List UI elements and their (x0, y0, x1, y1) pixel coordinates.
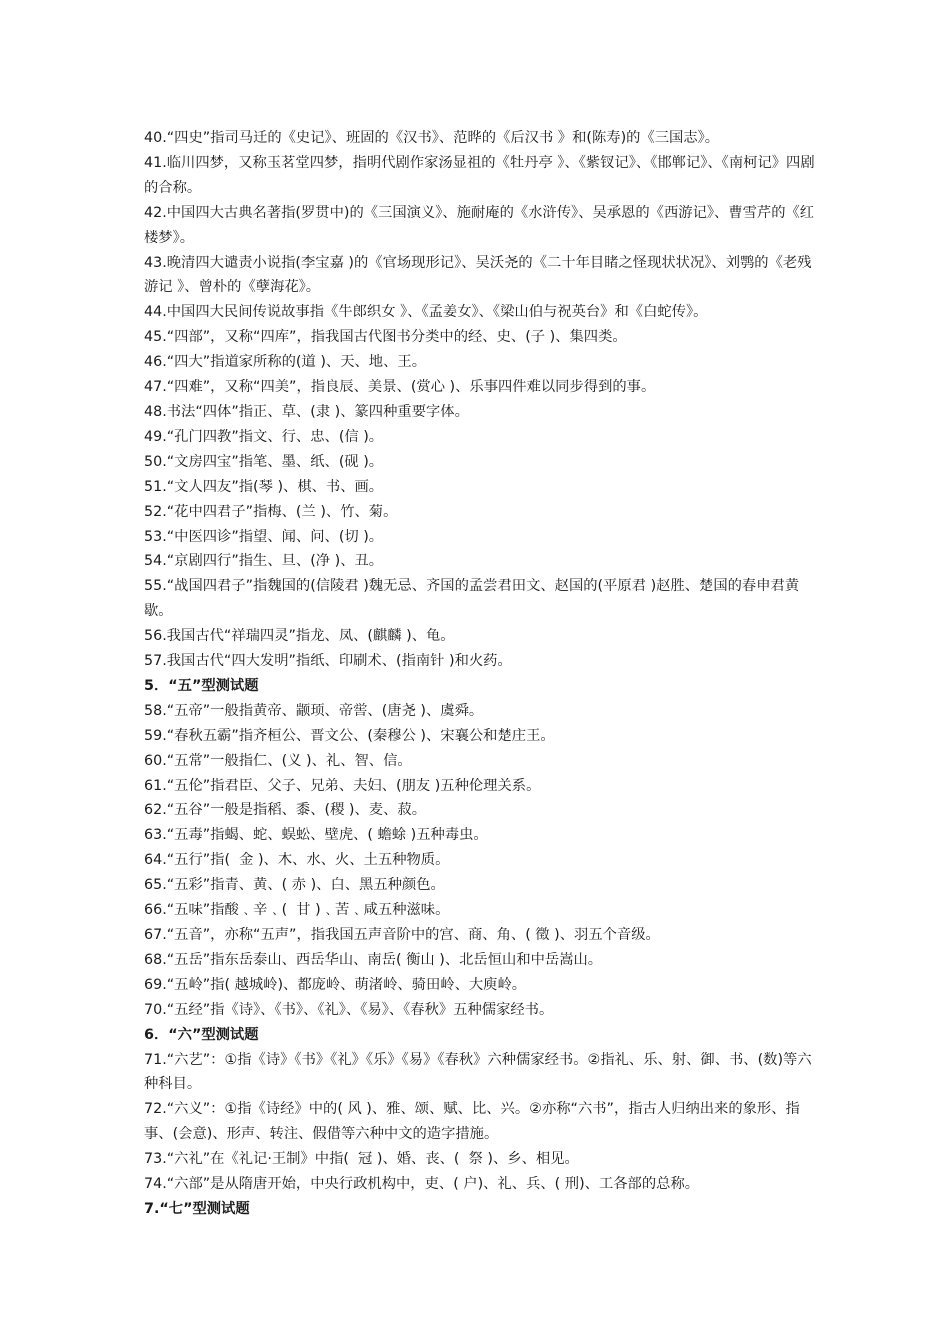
list-item: 62.“五谷”一般是指稻、黍、(稷 )、麦、菽。 (144, 802, 426, 819)
list-item: 58.“五帝”一般指黄帝、颛顼、帝喾、(唐尧 )、虞舜。 (144, 702, 484, 719)
list-item: 45.“四部”，又称“四库”，指我国古代图书分类中的经、史、(子 )、集四类。 (144, 329, 627, 346)
list-item: 51.“文人四友”指(琴 )、棋、书、画。 (144, 478, 384, 495)
section-heading: 5．“五”型测试题 (144, 677, 259, 694)
document-body (144, 126, 816, 1222)
list-item: 57.我国古代“四大发明”指纸、印刷术、(指南针 )和火药。 (144, 653, 512, 670)
list-item: 55.“战国四君子”指魏国的(信陵君 )魏无忌、齐国的孟尝君田文、赵国的(平原君 )赵胜、楚国的春申君黄歇。 (144, 578, 800, 620)
list-item: 73.“六礼”在《礼记·王制》中指( 冠 )、婚、丧、( 祭 )、乡、相见。 (144, 1151, 579, 1168)
list-item: 74.“六部”是从隋唐开始，中央行政机构中，吏、( 户)、礼、兵、( 刑)、工各部的总称。 (144, 1176, 700, 1193)
list-item: 50.“文房四宝”指笔、墨、纸、(砚 )。 (144, 453, 384, 470)
list-item: 44.中国四大民间传说故事指《牛郎织女 》、《孟姜女》、《梁山伯与祝英台》和《白蛇传》。 (144, 304, 708, 321)
list-item: 52.“花中四君子”指梅、(兰 )、竹、菊。 (144, 503, 398, 520)
list-item: 43.晚清四大谴责小说指(李宝嘉 )的《官场现形记》、吴沃尧的《二十年目睹之怪现状状况》、刘鹗的《老残游记 》、曾朴的《孽海花》。 (144, 254, 812, 296)
list-item: 56.我国古代“祥瑞四灵”指龙、凤、(麒麟 )、龟。 (144, 628, 455, 645)
list-item: 47.“四难”，又称“四美”，指良辰、美景、(赏心 )、乐事四件难以同步得到的事。 (144, 379, 656, 396)
list-item: 46.“四大”指道家所称的(道 )、天、地、王。 (144, 354, 426, 371)
list-item: 72.“六义”：①指《诗经》中的( 风 )、雅、颂、赋、比、兴。②亦称“六书”，指古人归纳出来的象形、指事、(会意)、形声、转注、假借等六种中文的造字措施。 (144, 1101, 800, 1143)
list-item: 40.“四史”指司马迁的《史记》、班固的《汉书》、范晔的《后汉书 》和(陈寿)的《三国志》。 (144, 130, 720, 146)
section-heading: 6．“六”型测试题 (144, 1026, 259, 1043)
list-item: 59.“春秋五霸”指齐桓公、晋文公、(秦穆公 )、宋襄公和楚庄王。 (144, 727, 555, 744)
list-item: 69.“五岭”指( 越城岭)、都庞岭、萌渚岭、骑田岭、大庾岭。 (144, 976, 527, 993)
list-item: 70.“五经”指《诗》、《书》、《礼》、《易》、《春秋》五种儒家经书。 (144, 1001, 554, 1018)
list-item: 60.“五常”一般指仁、(义 )、礼、智、信。 (144, 752, 412, 769)
list-item: 54.“京剧四行”指生、旦、(净 )、丑。 (144, 553, 384, 570)
list-item: 68.“五岳”指东岳泰山、西岳华山、南岳( 衡山 )、北岳恒山和中岳嵩山。 (144, 951, 603, 968)
list-item: 49.“孔门四教”指文、行、忠、(信 )。 (144, 428, 384, 445)
list-item: 53.“中医四诊”指望、闻、问、(切 )。 (144, 528, 384, 545)
list-item: 66.“五味”指酸﹑辛﹑( 甘 )﹑苦﹑咸五种滋味。 (144, 902, 450, 919)
list-item: 71.“六艺”：①指《诗》《书》《礼》《乐》《易》《春秋》六种儒家经书。②指礼、乐、射、御、书、(数)等六种科目。 (144, 1051, 812, 1093)
list-item: 42.中国四大古典名著指(罗贯中)的《三国演义》、施耐庵的《水浒传》、吴承恩的《西游记》、曹雪芹的《红楼梦》。 (144, 204, 815, 246)
list-item: 48.书法“四体”指正、草、(隶 )、篆四种重要字体。 (144, 403, 469, 420)
list-item: 63.“五毒”指蝎、蛇、蜈蚣、壁虎、( 蟾蜍 )五种毒虫。 (144, 827, 488, 844)
section-heading: 7.“七”型测试题 (144, 1200, 250, 1217)
list-item: 61.“五伦”指君臣、父子、兄弟、夫妇、(朋友 )五种伦理关系。 (144, 777, 541, 794)
list-item: 41.临川四梦，又称玉茗堂四梦，指明代剧作家汤显祖的《牡丹亭 》、《紫钗记》、《邯郸记》、《南柯记》四剧的合称。 (144, 154, 815, 196)
list-item: 64.“五行”指( 金 )、木、水、火、土五种物质。 (144, 852, 450, 869)
list-item: 67.“五音”，亦称“五声”，指我国五声音阶中的宫、商、角、( 徵 )、羽五个音级。 (144, 927, 660, 943)
list-item: 65.“五彩”指青、黄、( 赤 )、白、黑五种颜色。 (144, 877, 445, 894)
